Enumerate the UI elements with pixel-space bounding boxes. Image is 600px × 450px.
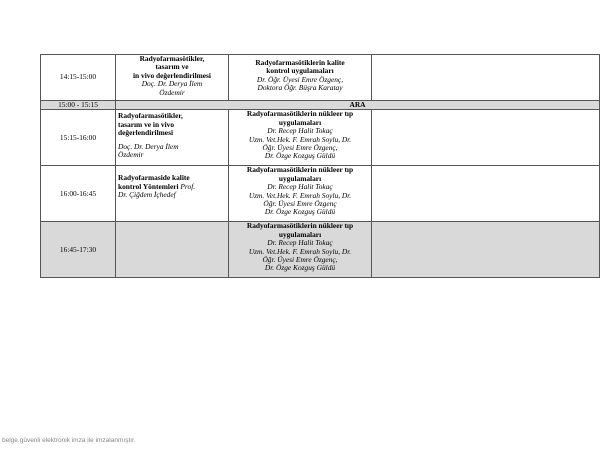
session-title-line: Radyofarmasötiklerin kalite bbox=[255, 58, 345, 67]
speaker-line: Özdemir bbox=[159, 87, 185, 97]
speaker-line: Dr. Çiğdem İçhedef bbox=[118, 190, 176, 200]
speaker-line: Dr. Recep Halit Tokaç bbox=[267, 238, 333, 248]
time-cell: 15:15-16:00 bbox=[41, 110, 116, 166]
session-cell bbox=[116, 166, 229, 222]
speaker-line: Dr. Recep Halit Tokaç bbox=[267, 182, 333, 192]
session-title-line: tasarım ve in vivo bbox=[118, 119, 175, 129]
session-cell bbox=[116, 110, 229, 166]
speaker-line: Doç. Dr. Derya İlem bbox=[141, 79, 203, 89]
speaker-line: Öğr. Üyesi Emre Özgenç, bbox=[262, 143, 338, 153]
session-cell bbox=[229, 222, 372, 278]
speaker-line: Dr. Öğr. Üyesi Emre Özgenç, bbox=[256, 74, 344, 84]
session-cell bbox=[116, 55, 229, 101]
speaker-line: Uzm. Vet.Hek. F. Emrah Soylu, Dr. bbox=[248, 246, 352, 256]
session-title-line: Radyofarmasötiklerin nükleer tıp bbox=[246, 221, 354, 231]
speaker-line: Dr. Özge Kozguş Güldü bbox=[264, 151, 336, 161]
session-title-line: Radyofarmasötiklerin nükleer tıp bbox=[246, 109, 354, 119]
session-title-line: in vivo değerlendirilmesi bbox=[132, 70, 211, 80]
empty-cell bbox=[372, 110, 600, 166]
time-cell: 16:00-16:45 bbox=[41, 166, 116, 222]
session-cell bbox=[229, 110, 372, 166]
e-signature-footer: belge.güvenli elektronik imza ile imzalanmıştır. bbox=[2, 437, 136, 444]
speaker-line: Öğr. Üyesi Emre Özgenç, bbox=[262, 255, 338, 265]
speaker-line: Özdemir bbox=[118, 150, 144, 160]
schedule-row bbox=[41, 55, 600, 101]
time-cell: 16:45-17:30 bbox=[41, 222, 116, 278]
speaker-part: Prof. bbox=[180, 181, 196, 191]
time-cell: 14:15-15:00 bbox=[41, 55, 116, 101]
empty-cell bbox=[116, 222, 229, 278]
session-title-line: Radyofarmasötikler, bbox=[139, 54, 205, 63]
schedule-table bbox=[40, 54, 600, 278]
session-title-line: Radyofarmaside kalite bbox=[118, 173, 190, 183]
speaker-line: Doç. Dr. Derya İlem bbox=[118, 141, 179, 151]
schedule-row bbox=[41, 166, 600, 222]
speaker-line: Öğr. Üyesi Emre Özgenç bbox=[263, 199, 337, 209]
speaker-line: Dr. Recep Halit Tokaç bbox=[267, 126, 333, 136]
schedule-row bbox=[41, 222, 600, 278]
session-title-part: kontrol Yöntemleri bbox=[118, 181, 179, 191]
speaker-line: Dr. Özge Kozguş Güldü bbox=[264, 263, 336, 273]
session-title-line: uygulamaları bbox=[278, 173, 322, 183]
session-title-line: Radyofarmasötiklerin nükleer tıp bbox=[246, 165, 354, 175]
session-title-line: uygulamaları bbox=[278, 117, 322, 127]
session-title-line: değerlendirilmesi bbox=[118, 128, 174, 138]
empty-cell bbox=[372, 222, 600, 278]
session-cell bbox=[229, 166, 372, 222]
time-cell: 15:00 - 15:15 bbox=[41, 101, 116, 110]
empty-cell bbox=[372, 55, 600, 101]
schedule-row bbox=[41, 110, 600, 166]
speaker-line: Dr. Özge Kozguş Güldü bbox=[264, 207, 336, 217]
speaker-line: Doktora Öğr. Büşra Karatay bbox=[257, 83, 343, 93]
speaker-line: Uzm. Vet.Hek. F. Emrah Soylu, Dr. bbox=[248, 190, 352, 200]
break-label: ARA bbox=[116, 101, 600, 110]
session-title-line: Radyofarmasötikler, bbox=[118, 111, 183, 121]
session-cell bbox=[229, 55, 372, 101]
session-title-line: uygulamaları bbox=[278, 229, 322, 239]
speaker-line: Uzm. Vet.Hek. F. Emrah Soylu, Dr. bbox=[248, 134, 352, 144]
empty-cell bbox=[372, 166, 600, 222]
session-title-line: kontrol uygulamaları bbox=[266, 66, 334, 76]
session-title-line: tasarım ve bbox=[155, 62, 189, 72]
